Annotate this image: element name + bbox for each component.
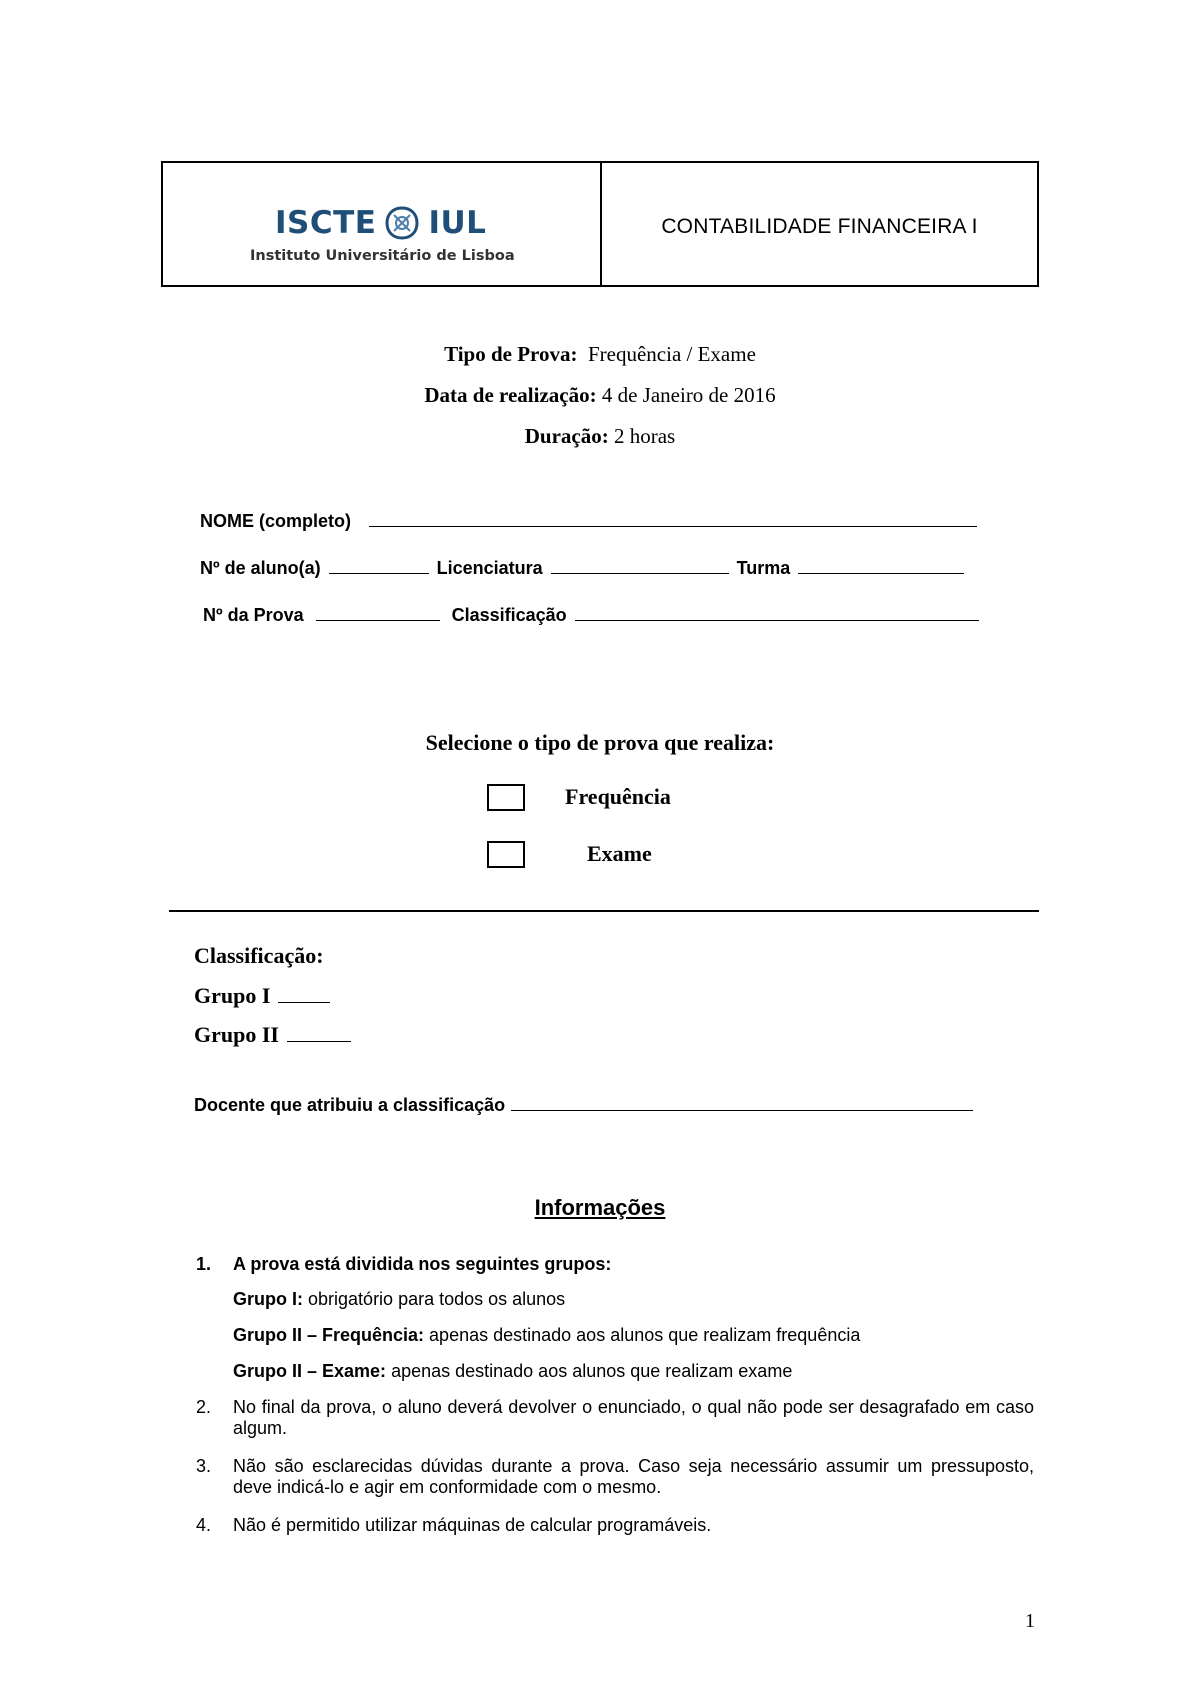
licenciatura-label: Licenciatura (436, 558, 543, 578)
list-text-2: No final da prova, o aluno deverá devolver o enunciado, o qual não pode ser desagrafado em caso algum. (233, 1397, 1034, 1438)
page-number: 1 (1025, 1610, 1035, 1632)
exame-label: Exame (587, 841, 652, 866)
logo-word-right: IUL (428, 205, 487, 241)
nome-field[interactable] (369, 508, 977, 527)
aluno-label: Nº de aluno(a) (200, 558, 321, 578)
sub-item-grupo-2-freq-line (233, 1325, 1034, 1346)
data-realizacao-line (0, 383, 1200, 408)
title-cell (602, 163, 1037, 285)
classificacao-label: Classificação (451, 605, 567, 625)
grupo-1-label: Grupo I (194, 983, 271, 1008)
frequencia-label: Frequência (565, 784, 671, 809)
list-text-3: Não são esclarecidas dúvidas durante a prova. Caso seja necessário assumir um pressuposto, deve indicá-lo e agir em conformidade com o mesmo. (233, 1456, 1034, 1497)
prova-row (203, 602, 987, 626)
duracao-line (0, 424, 1200, 449)
aluno-field[interactable] (329, 555, 429, 574)
turma-field[interactable] (798, 555, 964, 574)
licenciatura-field[interactable] (551, 555, 729, 574)
prova-field[interactable] (316, 602, 440, 621)
info-title: Informações (534, 1195, 666, 1220)
docente-row (194, 1092, 981, 1116)
sub-label-grupo-2-freq: Grupo II – Frequência: (233, 1325, 425, 1345)
header-box (161, 161, 1039, 287)
iscte-logo (275, 205, 486, 241)
docente-field[interactable] (511, 1092, 973, 1111)
sub-label-grupo-2-exame: Grupo II – Exame: (233, 1361, 387, 1381)
grupo-2-field[interactable] (287, 1025, 351, 1042)
grupo-1-field[interactable] (278, 986, 330, 1003)
data-realizacao-value: 4 de Janeiro de 2016 (601, 383, 776, 407)
list-number-1: 1. (196, 1254, 212, 1274)
duracao-label: Duração: (524, 424, 609, 448)
exame-checkbox[interactable] (487, 841, 525, 868)
list-text-4: Não é permitido utilizar máquinas de calcular programáveis. (233, 1515, 712, 1535)
tipo-prova-line (0, 342, 1200, 367)
list-number-2: 2. (196, 1397, 212, 1417)
list-text-1: A prova está dividida nos seguintes grupos: (233, 1254, 612, 1274)
logo-cell (163, 163, 602, 285)
sub-item-grupo-2-exame-line (233, 1361, 1034, 1382)
sub-text-grupo-2-freq: apenas destinado aos alunos que realizam frequência (429, 1325, 861, 1345)
course-title: CONTABILIDADE FINANCEIRA I (661, 215, 978, 238)
section-divider (169, 910, 1039, 912)
tipo-prova-label: Tipo de Prova: (444, 342, 578, 366)
grupo-2-label: Grupo II (194, 1022, 279, 1047)
turma-label: Turma (736, 558, 791, 578)
classificacao-title (194, 943, 324, 969)
classificacao-title-text: Classificação: (194, 943, 324, 968)
aluno-row (200, 555, 972, 579)
grupo-2-row (194, 1022, 359, 1048)
frequencia-checkbox[interactable] (487, 784, 525, 811)
sub-label-grupo-1: Grupo I: (233, 1289, 303, 1309)
grupo-1-row (194, 983, 338, 1009)
docente-label: Docente que atribuiu a classificação (194, 1095, 506, 1115)
list-number-4: 4. (196, 1515, 212, 1535)
nome-label: NOME (completo) (200, 511, 351, 531)
logo-emblem-icon (384, 205, 420, 241)
logo-word-left: ISCTE (275, 205, 377, 241)
list-number-3: 3. (196, 1456, 212, 1476)
sub-item-grupo-1-line (233, 1289, 1034, 1310)
prova-label: Nº da Prova (203, 605, 304, 625)
selection-prompt: Selecione o tipo de prova que realiza: (425, 730, 775, 755)
logo-subtitle: Instituto Universitário de Lisboa (250, 248, 515, 264)
tipo-prova-value: Frequência / Exame (587, 342, 756, 366)
nome-row (200, 508, 985, 532)
duracao-value: 2 horas (613, 424, 676, 448)
sub-text-grupo-1: obrigatório para todos os alunos (308, 1289, 566, 1309)
sub-text-grupo-2-exame: apenas destinado aos alunos que realizam exame (391, 1361, 793, 1381)
classificacao-field[interactable] (575, 602, 979, 621)
data-realizacao-label: Data de realização: (424, 383, 597, 407)
